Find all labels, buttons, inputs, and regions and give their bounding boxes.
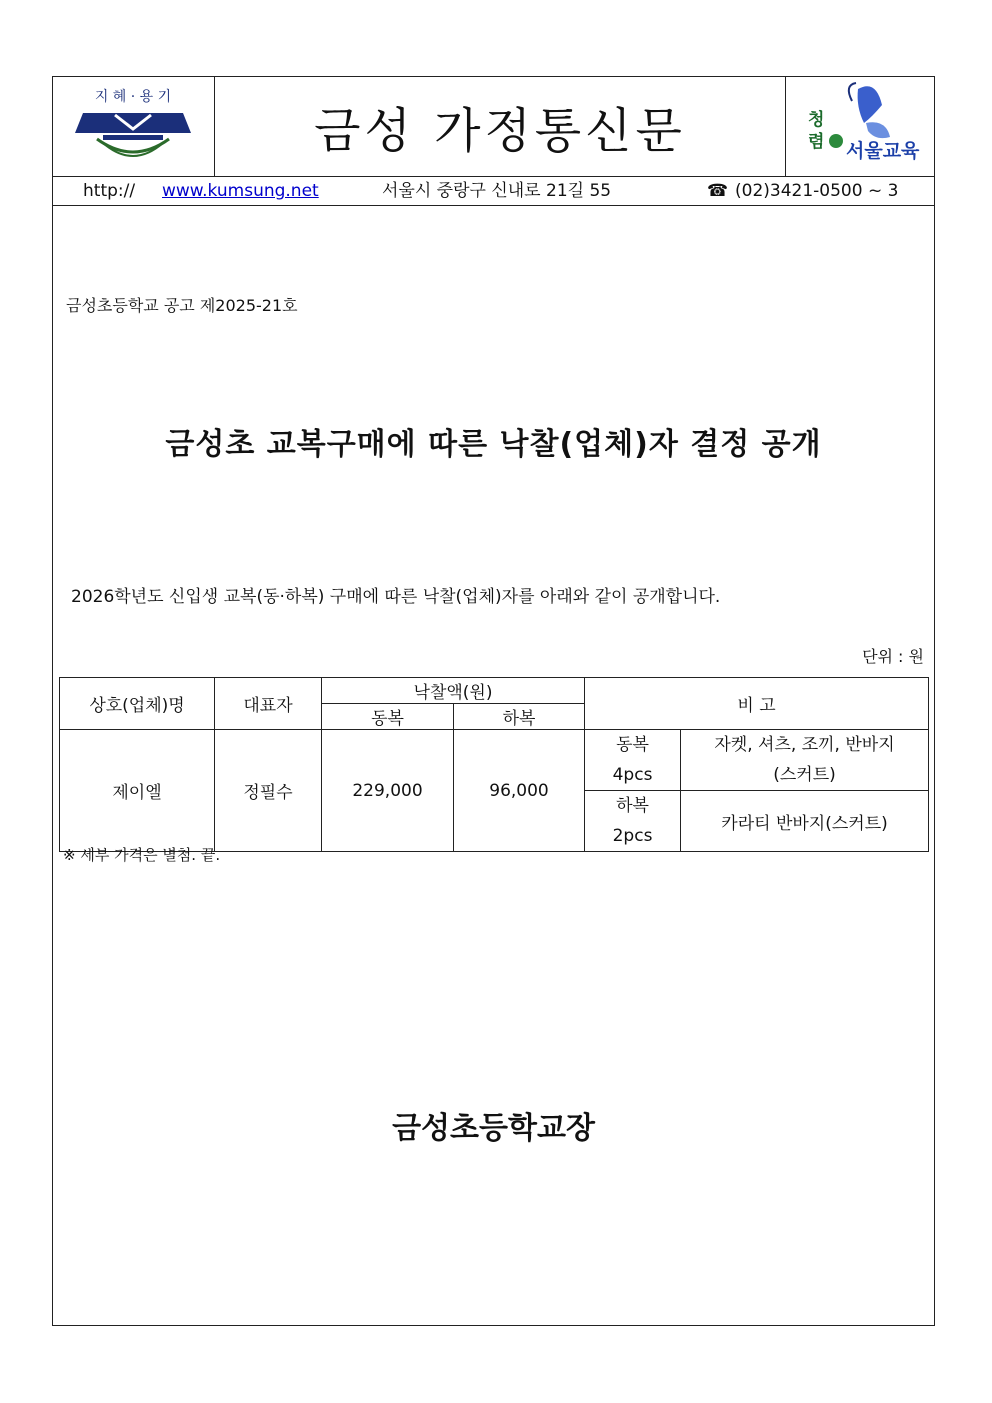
header-summer: 하복: [454, 704, 585, 730]
intro-text: 2026학년도 신입생 교복(동·하복) 구매에 따른 낙찰(업체)자를 아래와 같이 공개합니다.: [71, 587, 721, 607]
homepage-link[interactable]: www.kumsung.net: [162, 181, 319, 201]
header-representative: 대표자: [215, 678, 322, 730]
document-frame: [52, 76, 935, 1326]
summer-label: 하복: [616, 796, 649, 816]
bid-result-table: [59, 677, 929, 852]
cell-summer-set: [585, 791, 681, 852]
principal-signature: 금성초등학교장: [392, 1111, 595, 1146]
school-emblem-icon: [53, 77, 214, 176]
footnote: ※ 세부 가격은 별첨. 끝.: [63, 846, 221, 864]
unit-label: 단위 : 원: [862, 647, 924, 666]
brand-line1: 청: [808, 110, 825, 130]
header-remarks: 비 고: [585, 678, 929, 730]
cell-representative: 정필수: [215, 730, 322, 852]
contact-bar: [53, 177, 934, 206]
cell-winter-price: 229,000: [322, 730, 454, 852]
logo-motto: 지 혜 · 용 기: [94, 89, 172, 105]
header-company: 상호(업체)명: [60, 678, 215, 730]
cell-summer-price: 96,000: [454, 730, 585, 852]
brand-mark: 서울교육: [846, 140, 920, 162]
cell-summer-items: 카라티 반바지(스커트): [681, 791, 929, 852]
header-bid-amount: 낙찰액(원): [322, 678, 585, 704]
document-headline: 금성초 교복구매에 따른 낙찰(업체)자 결정 공개: [165, 427, 822, 462]
notice-number: 금성초등학교 공고 제2025-21호: [66, 296, 298, 315]
winter-label: 동복: [616, 735, 649, 755]
phone-icon: ☎: [707, 181, 729, 201]
seoul-education-logo: [785, 77, 935, 176]
phone-number: (02)3421-0500 ~ 3: [735, 181, 899, 201]
cell-winter-set: [585, 730, 681, 791]
cell-company: 제이엘: [60, 730, 215, 852]
letterhead: [53, 77, 934, 177]
summer-count: 2pcs: [612, 826, 653, 846]
url-prefix: http://: [83, 181, 136, 201]
school-logo: [53, 77, 215, 176]
newsletter-title: 금성 가정통신문: [314, 103, 686, 159]
cell-winter-items: 자켓, 셔츠, 조끼, 반바지(스커트): [681, 730, 929, 791]
butterfly-icon: [786, 77, 935, 176]
header-winter: 동복: [322, 704, 454, 730]
school-address: 서울시 중랑구 신내로 21길 55: [382, 181, 612, 201]
brand-line2: 렴: [808, 132, 825, 152]
winter-count: 4pcs: [612, 765, 653, 785]
